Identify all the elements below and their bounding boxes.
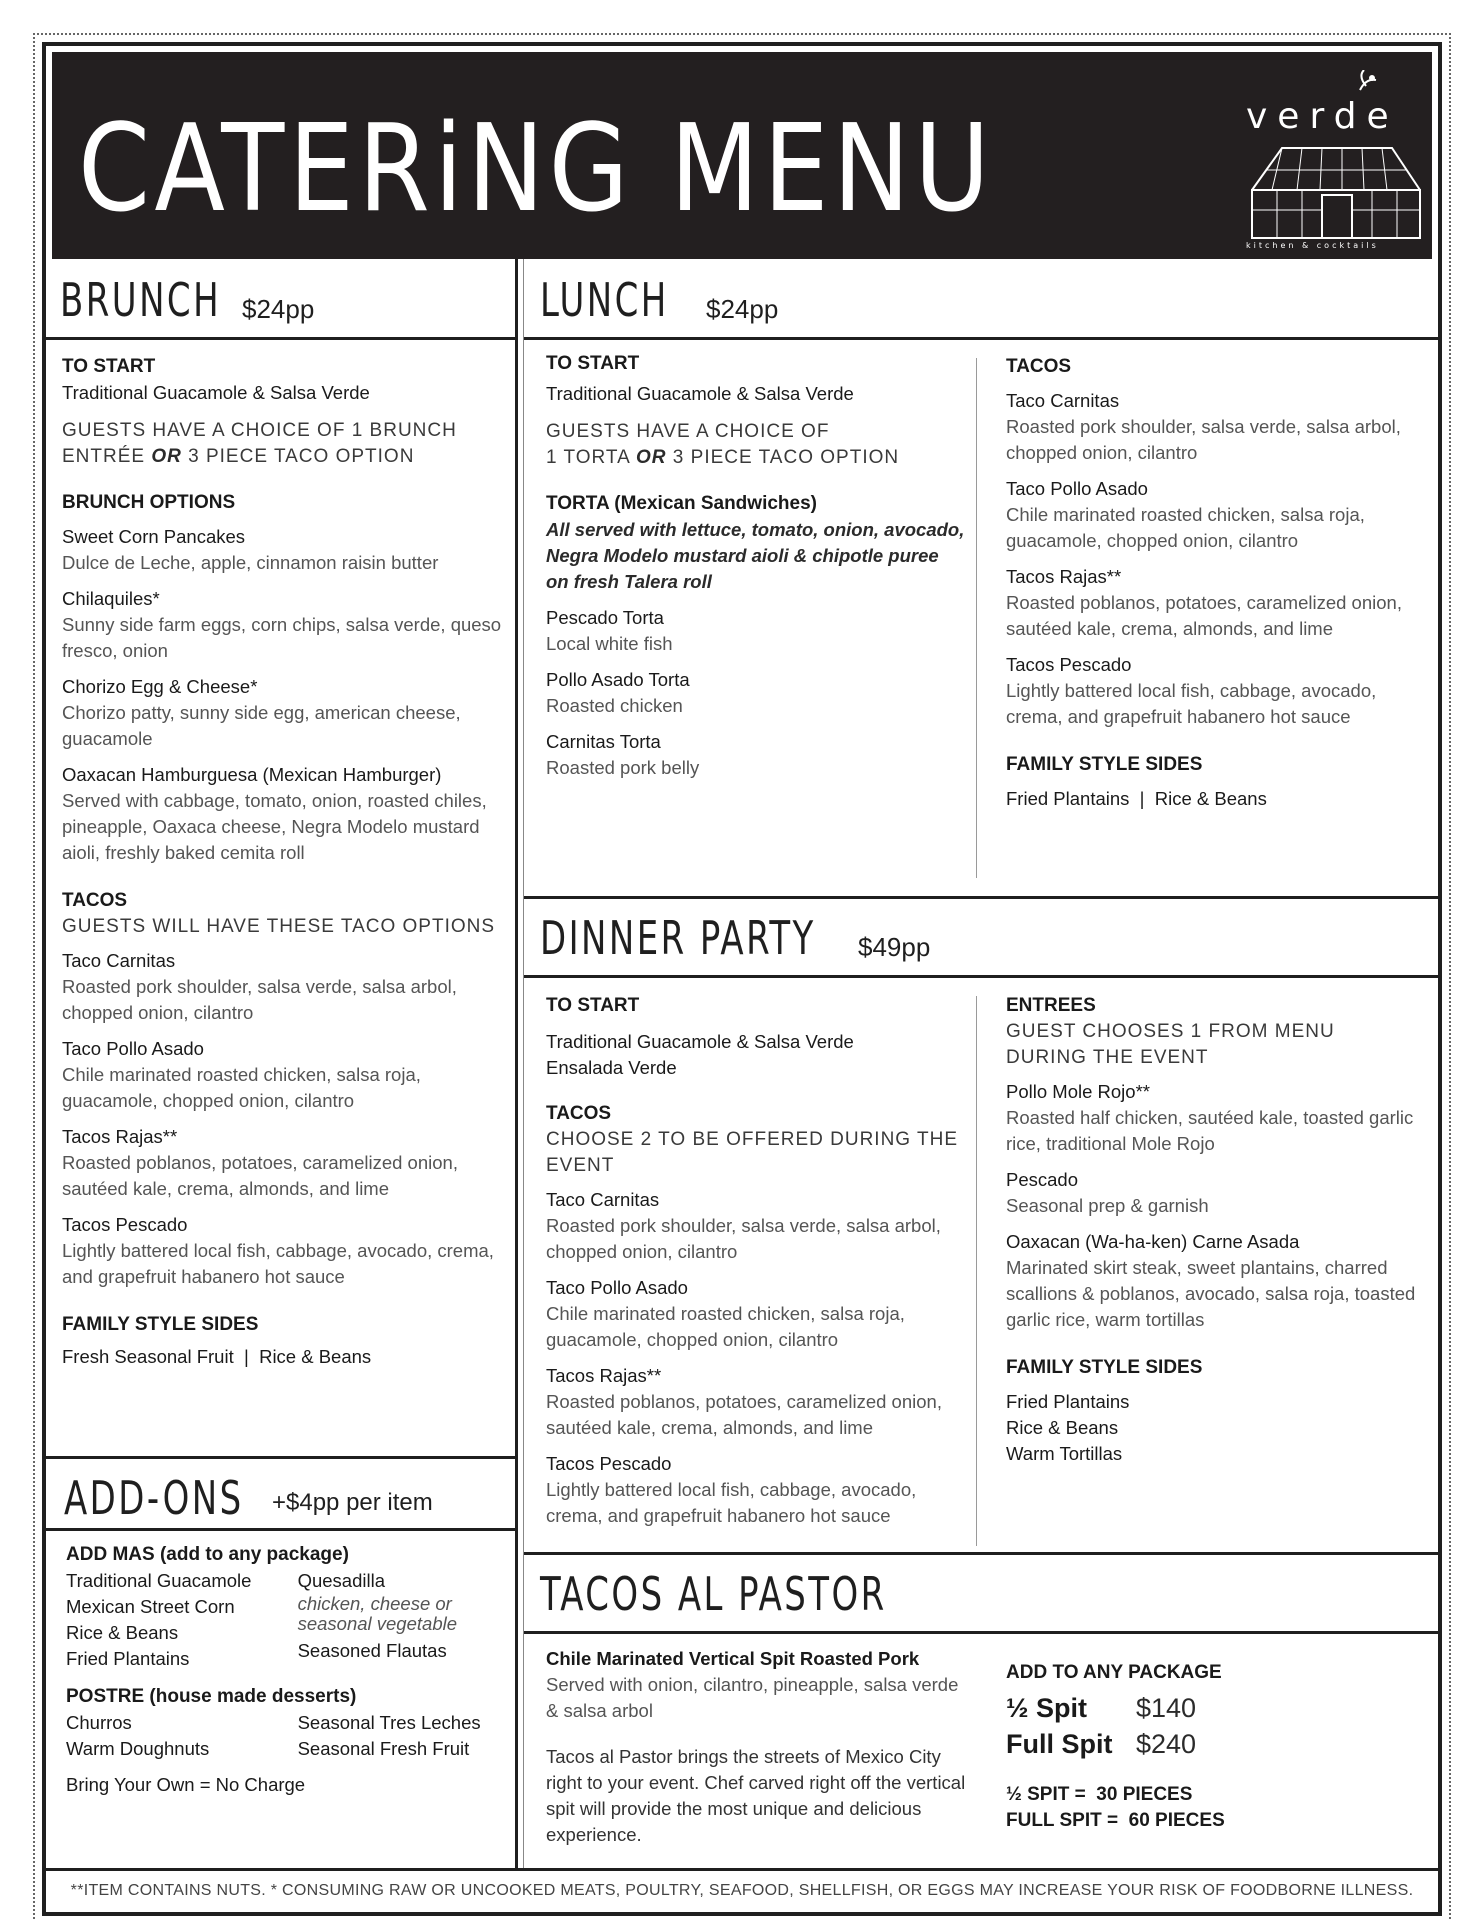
brunch-choice-line2: ENTRÉE OR 3 PIECE TACO OPTION: [62, 446, 415, 467]
full-spit-price-row: Full Spit $240: [1006, 1729, 1197, 1759]
dinner-underline: [524, 975, 1438, 978]
list-item: Tacos Pescado Lightly battered local fish, cabbage, avocado, crema, and grapefruit habanero hot sauce: [546, 1453, 917, 1526]
pastor-item-name: Chile Marinated Vertical Spit Roasted Pork: [546, 1648, 920, 1669]
byo-note: Bring Your Own = No Charge: [66, 1774, 306, 1795]
list-item: Pollo Mole Rojo** Roasted half chicken, sautéed kale, toasted garlic rice, traditional Mole Rojo: [1006, 1081, 1414, 1154]
lunch-price: $24pp: [706, 294, 779, 324]
add-mas-heading: ADD MAS (add to any package): [66, 1544, 349, 1565]
list-item: Rice & Beans: [1006, 1417, 1119, 1438]
entrees-sub: GUEST CHOOSES 1 FROM MENU DURING THE EVENT: [1006, 1021, 1335, 1068]
lunch-right: [1006, 354, 1416, 812]
brunch-choice-line1: GUESTS HAVE A CHOICE OF 1 BRUNCH: [62, 420, 457, 441]
dinner-sides-heading: FAMILY STYLE SIDES: [1006, 1357, 1203, 1378]
brunch-to-start-heading: TO START: [62, 356, 156, 377]
pastor-left: [546, 1646, 966, 1848]
list-item: Tacos Rajas** Roasted poblanos, potatoes, caramelized onion, sautéed kale, crema, almonds, and lime: [62, 1126, 458, 1199]
entrees-heading: ENTREES: [1006, 995, 1096, 1016]
list-item: Taco Pollo Asado Chile marinated roasted chicken, salsa roja, guacamole, chopped onion, cilantro: [546, 1277, 905, 1350]
lunch-tacos-heading: TACOS: [1006, 356, 1072, 377]
list-item: Fried Plantains: [66, 1648, 190, 1669]
dinner-to-start-heading: TO START: [546, 995, 640, 1016]
lunch-left: [546, 351, 966, 791]
list-item: Pescado Seasonal prep & garnish: [1006, 1169, 1209, 1216]
list-item: Taco Carnitas Roasted pork shoulder, salsa verde, salsa arbol, chopped onion, cilantro: [546, 1189, 941, 1262]
list-item: Quesadilla: [297, 1570, 385, 1591]
pastor-title: TACOS AL PASTOR: [540, 1567, 887, 1621]
pastor-right: [1006, 1660, 1426, 1834]
list-item: Taco Pollo Asado Chile marinated roasted chicken, salsa roja, guacamole, chopped onion, cilantro: [62, 1038, 421, 1111]
addons-topline: [46, 1456, 515, 1459]
half-spit-pieces: ½ SPIT = 30 PIECES: [1006, 1784, 1193, 1805]
menu-frame: [42, 42, 1442, 1916]
quesadilla-note: chicken, cheese or seasonal vegetable: [297, 1593, 458, 1634]
addons-content: [66, 1542, 506, 1798]
dinner-col-divider: [976, 996, 977, 1546]
list-item: Pollo Asado Torta Roasted chicken: [546, 669, 690, 716]
brunch-to-start-item: Traditional Guacamole & Salsa Verde: [62, 382, 370, 403]
lunch-col-divider: [976, 358, 977, 878]
list-item: Seasonal Fresh Fruit: [297, 1738, 470, 1759]
lunch-title: LUNCH: [540, 273, 669, 327]
lunch-choice-line2: 1 TORTA OR 3 PIECE TACO OPTION: [546, 447, 900, 468]
pastor-item-desc: Served with onion, cilantro, pineapple, salsa verde & salsa arbol: [546, 1674, 959, 1721]
list-item: Oaxacan (Wa-ha-ken) Carne Asada Marinated skirt steak, sweet plantains, charred scallions & poblanos, avocado, salsa roja, toasted garlic rice, warm tortillas: [1006, 1231, 1416, 1330]
brunch-tacos-heading: TACOS: [62, 890, 128, 911]
list-item: Rice & Beans: [66, 1622, 179, 1643]
dinner-topline: [524, 896, 1438, 899]
brunch-sides-heading: FAMILY STYLE SIDES: [62, 1314, 259, 1335]
column-divider-inner: [523, 259, 524, 1869]
svg-text:kitchen & cocktails: kitchen & cocktails: [1246, 241, 1379, 250]
svg-text:verde: verde: [1246, 96, 1399, 137]
torta-heading: TORTA (Mexican Sandwiches): [546, 493, 817, 514]
list-item: Tacos Pescado Lightly battered local fish, cabbage, avocado, crema, and grapefruit habanero hot sauce: [62, 1214, 494, 1287]
pastor-topline: [524, 1552, 1438, 1555]
list-item: Tacos Rajas** Roasted poblanos, potatoes, caramelized onion, sautéed kale, crema, almonds, and lime: [546, 1365, 942, 1438]
list-item: Tacos Rajas** Roasted poblanos, potatoes, caramelized onion, sautéed kale, crema, almonds, and lime: [1006, 566, 1402, 639]
page-title: CATERiNG MENU: [78, 100, 995, 239]
list-item: Fried Plantains: [1006, 1391, 1130, 1412]
dinner-title: DINNER PARTY: [540, 911, 816, 965]
list-item: Pescado Torta Local white fish: [546, 607, 673, 654]
brunch-content: [62, 354, 502, 1370]
pastor-underline: [524, 1631, 1438, 1634]
brunch-title: BRUNCH: [60, 273, 222, 327]
torta-note: All served with lettuce, tomato, onion, avocado, Negra Modelo mustard aioli & chipotle puree on fresh Talera roll: [546, 519, 965, 592]
list-item: Ensalada Verde: [546, 1057, 677, 1078]
list-item: Taco Carnitas Roasted pork shoulder, salsa verde, salsa arbol, chopped onion, cilantro: [62, 950, 457, 1023]
lunch-to-start-heading: TO START: [546, 353, 640, 374]
postre-heading: POSTRE (house made desserts): [66, 1686, 357, 1707]
list-item: Oaxacan Hamburguesa (Mexican Hamburger) Served with cabbage, tomato, onion, roasted chiles, pineapple, Oaxaca cheese, Negra Modelo mustard aioli, freshly baked cemita roll: [62, 764, 487, 863]
lunch-sides: Fried Plantains | Rice & Beans: [1006, 788, 1267, 809]
brunch-price: $24pp: [242, 294, 315, 324]
list-item: Mexican Street Corn: [66, 1596, 235, 1617]
addons-underline: [46, 1528, 515, 1531]
addons-title: ADD-ONS: [64, 1471, 244, 1525]
brunch-tacos-sub: GUESTS WILL HAVE THESE TACO OPTIONS: [62, 916, 496, 937]
list-item: Churros: [66, 1712, 132, 1733]
dinner-right: [1006, 993, 1426, 1467]
brunch-underline: [46, 337, 515, 340]
list-item: Traditional Guacamole: [66, 1570, 252, 1591]
lunch-to-start-item: Traditional Guacamole & Salsa Verde: [546, 383, 854, 404]
pastor-blurb: Tacos al Pastor brings the streets of Mexico City right to your event. Chef carved right off the vertical spit will provide the most unique and delicious experience.: [546, 1746, 966, 1845]
list-item: Traditional Guacamole & Salsa Verde: [546, 1031, 854, 1052]
list-item: Warm Doughnuts: [66, 1738, 210, 1759]
dinner-tacos-sub: CHOOSE 2 TO BE OFFERED DURING THE EVENT: [546, 1129, 959, 1176]
list-item: Seasoned Flautas: [297, 1640, 447, 1661]
list-item: Seasonal Tres Leches: [297, 1712, 481, 1733]
brunch-options-heading: BRUNCH OPTIONS: [62, 492, 236, 513]
dinner-left: [546, 993, 966, 1539]
footer-disclaimer: **ITEM CONTAINS NUTS. * CONSUMING RAW OR UNCOOKED MEATS, POULTRY, SEAFOOD, SHELLFISH, OR EGGS MAY INCREASE YOUR RISK OF FOODBORNE ILLNESS.: [70, 1882, 1414, 1899]
lunch-sides-heading: FAMILY STYLE SIDES: [1006, 754, 1203, 775]
list-item: Tacos Pescado Lightly battered local fish, cabbage, avocado, crema, and grapefruit habanero hot sauce: [1006, 654, 1377, 727]
pastor-add-heading: ADD TO ANY PACKAGE: [1006, 1662, 1222, 1683]
list-item: Taco Pollo Asado Chile marinated roasted chicken, salsa roja, guacamole, chopped onion, cilantro: [1006, 478, 1365, 551]
addons-price: +$4pp per item: [272, 1489, 433, 1516]
dinner-tacos-heading: TACOS: [546, 1103, 612, 1124]
divider-bottom-footer: [46, 1868, 1438, 1871]
header-banner: [52, 52, 1432, 259]
list-item: Taco Carnitas Roasted pork shoulder, salsa verde, salsa arbol, chopped onion, cilantro: [1006, 390, 1401, 463]
brunch-sides: Fresh Seasonal Fruit | Rice & Beans: [62, 1346, 372, 1367]
lunch-underline: [524, 337, 1438, 340]
half-spit-price-row: ½ Spit $140: [1006, 1693, 1197, 1723]
column-divider: [515, 259, 518, 1869]
list-item: Warm Tortillas: [1006, 1443, 1123, 1464]
list-item: Carnitas Torta Roasted pork belly: [546, 731, 700, 778]
full-spit-pieces: FULL SPIT = 60 PIECES: [1006, 1810, 1225, 1831]
lunch-choice-line1: GUESTS HAVE A CHOICE OF: [546, 421, 830, 442]
list-item: Sweet Corn Pancakes Dulce de Leche, apple, cinnamon raisin butter: [62, 526, 439, 573]
verde-logo-icon: [1242, 70, 1427, 250]
list-item: Chorizo Egg & Cheese* Chorizo patty, sunny side egg, american cheese, guacamole: [62, 676, 461, 749]
list-item: Chilaquiles* Sunny side farm eggs, corn chips, salsa verde, queso fresco, onion: [62, 588, 502, 661]
dinner-price: $49pp: [858, 932, 931, 962]
